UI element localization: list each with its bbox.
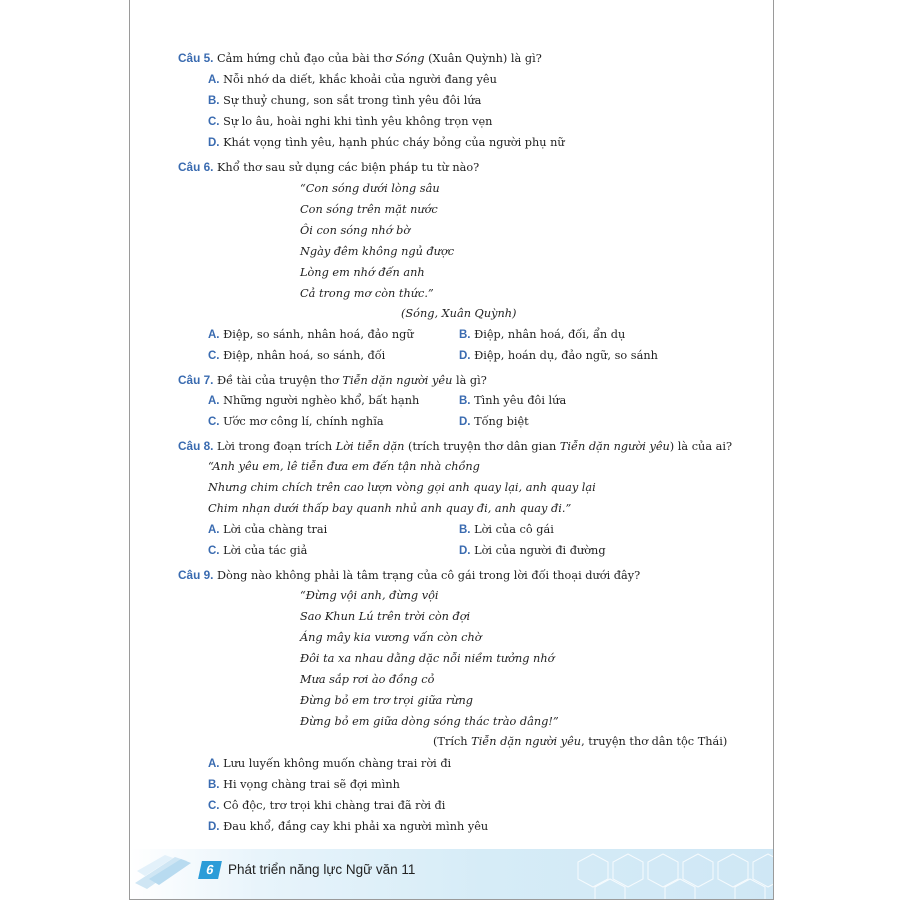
question-label: Câu 7. xyxy=(178,373,214,387)
answer-option: D. Điệp, hoán dụ, đảo ngữ, so sánh xyxy=(459,349,658,362)
poem-line: Đôi ta xa nhau dằng dặc nỗi niềm tưởng nhớ xyxy=(300,652,555,665)
answer-option: A. Nỗi nhớ da diết, khắc khoải của người đang yêu xyxy=(208,73,497,86)
footer-decoration-icon xyxy=(135,849,195,889)
poem-source: (Trích Tiễn dặn người yêu, truyện thơ dân tộc Thái) xyxy=(433,735,728,748)
answer-option: B. Điệp, nhân hoá, đối, ẩn dụ xyxy=(459,328,626,341)
answer-option: C. Ước mơ công lí, chính nghĩa xyxy=(208,415,384,428)
poem-line: Lòng em nhớ đến anh xyxy=(300,266,425,279)
answer-option: A. Điệp, so sánh, nhân hoá, đảo ngữ xyxy=(208,328,414,341)
question-9-stem: Câu 9. Dòng nào không phải là tâm trạng của cô gái trong lời đối thoại dưới đây? xyxy=(178,568,641,582)
answer-option: A. Lưu luyến không muốn chàng trai rời đi xyxy=(208,757,452,770)
answer-option: D. Đau khổ, đắng cay khi phải xa người mình yêu xyxy=(208,820,489,833)
question-7-stem: Câu 7. Đề tài của truyện thơ Tiễn dặn người yêu là gì? xyxy=(178,373,487,387)
question-label: Câu 6. xyxy=(178,160,214,174)
book-page xyxy=(129,0,774,900)
answer-option: D. Lời của người đi đường xyxy=(459,544,606,557)
answer-option: B. Sự thuỷ chung, son sắt trong tình yêu đôi lứa xyxy=(208,94,482,107)
question-6-stem: Câu 6. Khổ thơ sau sử dụng các biện pháp tu từ nào? xyxy=(178,160,480,174)
poem-line: Cả trong mơ còn thức.” xyxy=(300,287,434,300)
poem-line: Ôi con sóng nhớ bờ xyxy=(300,224,411,237)
poem-line: Áng mây kia vương vấn còn chờ xyxy=(300,631,482,644)
answer-option: C. Lời của tác giả xyxy=(208,544,308,557)
poem-line: Ngày đêm không ngủ được xyxy=(300,245,455,258)
poem-line: Đừng bỏ em trơ trọi giữa rừng xyxy=(300,694,474,707)
question-5-stem: Câu 5. Cảm hứng chủ đạo của bài thơ Sóng (Xuân Quỳnh) là gì? xyxy=(178,51,542,65)
answer-option: C. Cô độc, trơ trọi khi chàng trai đã rời đi xyxy=(208,799,446,812)
answer-option: B. Hi vọng chàng trai sẽ đợi mình xyxy=(208,778,400,791)
answer-option: A. Những người nghèo khổ, bất hạnh xyxy=(208,394,420,407)
question-label: Câu 5. xyxy=(178,51,214,65)
page-number-badge: 6 xyxy=(198,861,222,879)
answer-option: C. Sự lo âu, hoài nghi khi tình yêu không trọn vẹn xyxy=(208,115,493,128)
poem-line: Đừng bỏ em giữa dòng sóng thác trào dâng!” xyxy=(300,715,559,728)
poem-line: Chim nhạn dưới thấp bay quanh nhủ anh quay đi, anh quay đi.” xyxy=(208,502,572,515)
poem-line: “Con sóng dưới lòng sâu xyxy=(300,182,440,195)
book-title: Phát triển năng lực Ngữ văn 11 xyxy=(228,862,416,877)
answer-option: B. Tình yêu đôi lứa xyxy=(459,394,567,407)
poem-line: “Đừng vội anh, đừng vội xyxy=(300,589,439,602)
answer-option: D. Tống biệt xyxy=(459,415,529,428)
poem-line: “Anh yêu em, lê tiễn đưa em đến tận nhà chồng xyxy=(208,460,480,473)
poem-line: Sao Khun Lú trên trời còn đợi xyxy=(300,610,471,623)
poem-line: Nhưng chim chích trên cao lượn vòng gọi anh quay lại, anh quay lại xyxy=(208,481,596,494)
question-label: Câu 8. xyxy=(178,439,214,453)
poem-source: (Sóng, Xuân Quỳnh) xyxy=(401,307,517,320)
footer-band xyxy=(130,849,773,899)
answer-option: B. Lời của cô gái xyxy=(459,523,554,536)
poem-line: Con sóng trên mặt nước xyxy=(300,203,438,216)
poem-line: Mưa sắp rơi ào đồng cỏ xyxy=(300,673,435,686)
answer-option: A. Lời của chàng trai xyxy=(208,523,328,536)
answer-option: D. Khát vọng tình yêu, hạnh phúc cháy bỏng của người phụ nữ xyxy=(208,136,565,149)
hexagon-pattern-icon xyxy=(573,849,773,899)
question-label: Câu 9. xyxy=(178,568,214,582)
question-8-stem: Câu 8. Lời trong đoạn trích Lời tiễn dặn (trích truyện thơ dân gian Tiễn dặn người yêu) là của ai? xyxy=(178,439,733,453)
answer-option: C. Điệp, nhân hoá, so sánh, đối xyxy=(208,349,386,362)
